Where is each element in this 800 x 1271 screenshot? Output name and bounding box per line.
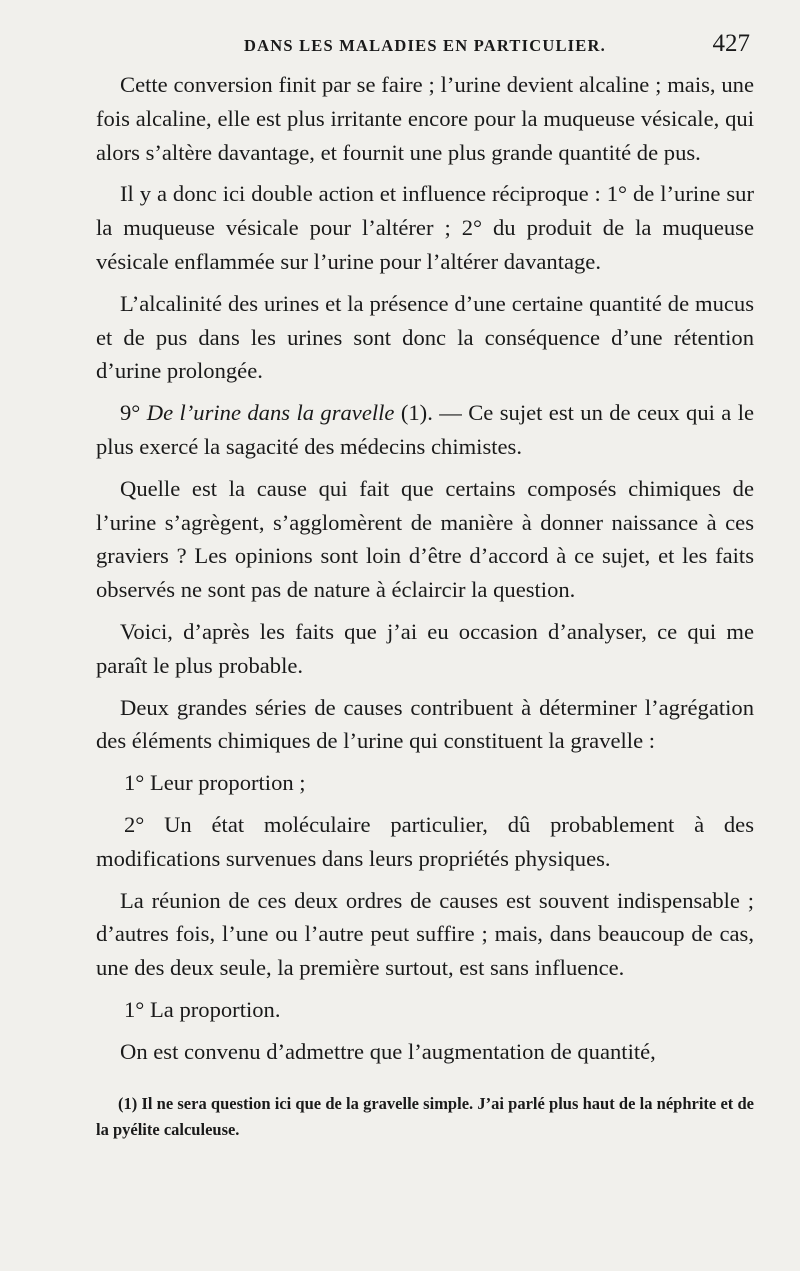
paragraph: La réunion de ces deux ordres de causes est souvent indispensable ; d’autres fois, l’une ou l’autre peut suffire ; mais, dans beaucoup de cas, une des deux seule, la première surtout, est sans influence.	[96, 887, 754, 981]
section-title: De l’urine dans la gravelle	[146, 400, 395, 426]
paragraph: Quelle est la cause qui fait que certains composés chimiques de l’urine s’agrègent, s’agglomèrent de manière à donner naissance à ces graviers ? Les opinions sont loin d’être d’accord à ce sujet, et les faits observés ne sont pas de nature à éclaircir la question.	[96, 475, 754, 603]
section-text: — Ce sujet est un de ceux qui a le plus exercé la sagacité des médecins chimistes.	[96, 400, 755, 459]
body-text	[96, 68, 754, 1069]
paragraph: L’alcalinité des urines et la présence d’une certaine quantité de mucus et de pus dans les urines sont donc la conséquence d’une rétention d’urine prolongée.	[96, 290, 754, 384]
footnote-reference: (1).	[400, 400, 433, 426]
section-number: 9°	[120, 400, 141, 426]
paragraph: Deux grandes séries de causes contribuent à déterminer l’agrégation des éléments chimiques de l’urine qui constituent la gravelle :	[96, 694, 754, 754]
subsection-heading: 1° La proportion.	[124, 996, 281, 1022]
paragraph: On est convenu d’admettre que l’augmentation de quantité,	[120, 1038, 656, 1064]
paragraph: Il y a donc ici double action et influence réciproque : 1° de l’urine sur la muqueuse vésicale pour l’altérer ; 2° du produit de la muqueuse vésicale enflammée sur l’urine pour l’altérer davantage.	[96, 181, 754, 274]
list-item: 1° Leur proportion ;	[124, 770, 306, 796]
running-head	[96, 28, 754, 64]
paragraph: Cette conversion finit par se faire ; l’urine devient alcaline ; mais, une fois alcaline, elle est plus irritante encore pour la muqueuse vésicale, qui alors s’altère davantage, et fournit une plus grande quantité de pus.	[96, 72, 754, 165]
footnote-separator	[96, 1077, 754, 1091]
list-item: 2° Un état moléculaire particulier, dû probablement à des modifications survenues dans leurs propriétés physiques.	[96, 811, 754, 871]
footnote: (1) Il ne sera question ici que de la gravelle simple. J’ai parlé plus haut de la néphrite et de la pyélite calculeuse.	[96, 1093, 754, 1139]
running-title: DANS LES MALADIES EN PARTICULIER.	[244, 36, 606, 55]
section-heading-paragraph	[96, 396, 754, 464]
page-number: 427	[712, 30, 750, 57]
paragraph: Voici, d’après les faits que j’ai eu occasion d’analyser, ce qui me paraît le plus probable.	[96, 618, 754, 678]
